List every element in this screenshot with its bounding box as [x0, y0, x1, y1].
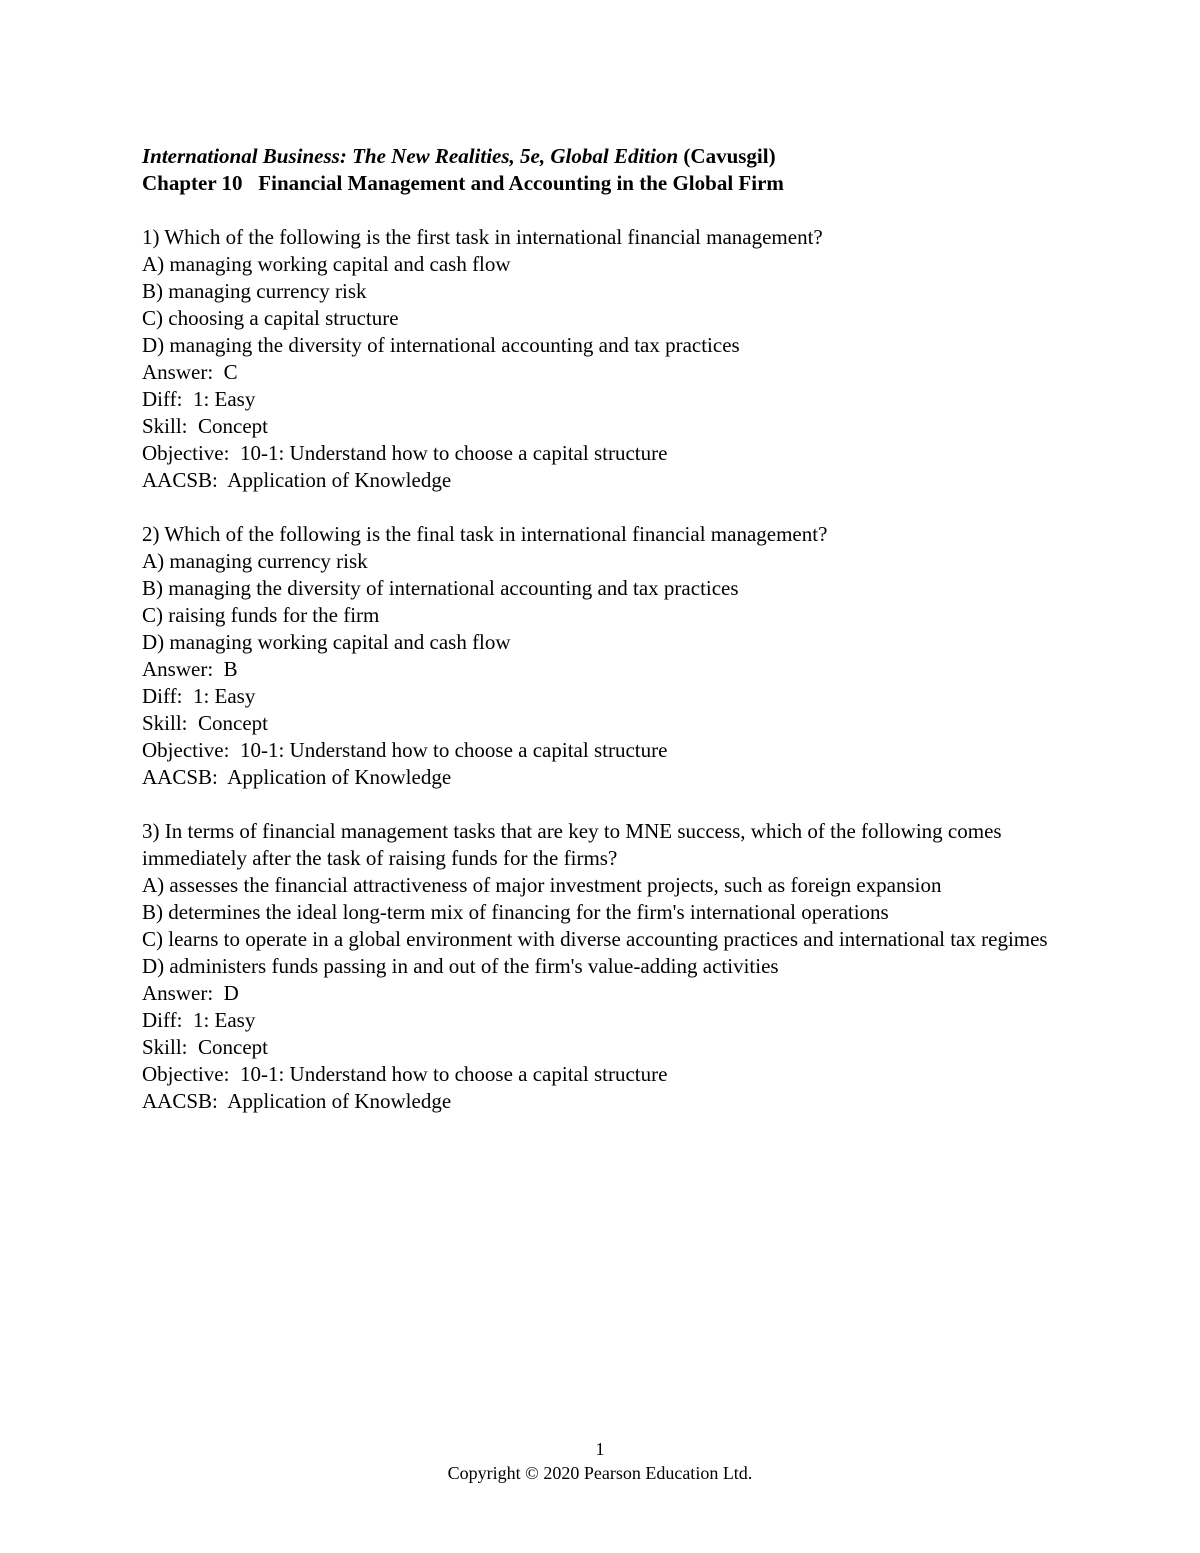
- question-aacsb: AACSB: Application of Knowledge: [142, 468, 452, 492]
- question-option-a: A) managing working capital and cash flow: [142, 252, 511, 276]
- page-content: [142, 143, 1062, 1115]
- question-skill: Skill: Concept: [142, 1035, 268, 1059]
- question-aacsb: AACSB: Application of Knowledge: [142, 1089, 452, 1113]
- question-answer: Answer: C: [142, 360, 238, 384]
- question-difficulty: Diff: 1: Easy: [142, 387, 256, 411]
- question-option-a: A) assesses the financial attractiveness of major investment projects, such as foreign expansion: [142, 873, 942, 897]
- question-option-b: B) managing currency risk: [142, 279, 367, 303]
- question-objective: Objective: 10-1: Understand how to choose a capital structure: [142, 1062, 668, 1086]
- question-objective: Objective: 10-1: Understand how to choose a capital structure: [142, 738, 668, 762]
- page-number: 1: [595, 1439, 605, 1459]
- question-option-c: C) learns to operate in a global environment with diverse accounting practices and international tax regimes: [142, 927, 1048, 951]
- question-option-d: D) administers funds passing in and out of the firm's value-adding activities: [142, 954, 779, 978]
- question-option-b: B) managing the diversity of international accounting and tax practices: [142, 576, 739, 600]
- question-option-c: C) choosing a capital structure: [142, 306, 399, 330]
- chapter-title: Chapter 10 Financial Management and Accounting in the Global Firm: [142, 171, 784, 195]
- question-option-d: D) managing the diversity of international accounting and tax practices: [142, 333, 740, 357]
- question-stem: 2) Which of the following is the final task in international financial management?: [142, 522, 828, 546]
- book-title: International Business: The New Realities, 5e, Global Edition: [142, 144, 679, 168]
- question-answer: Answer: D: [142, 981, 239, 1005]
- question-objective: Objective: 10-1: Understand how to choose a capital structure: [142, 441, 668, 465]
- question-skill: Skill: Concept: [142, 711, 268, 735]
- book-author: (Cavusgil): [678, 144, 776, 168]
- question-stem: 1) Which of the following is the first task in international financial management?: [142, 225, 823, 249]
- question-difficulty: Diff: 1: Easy: [142, 684, 256, 708]
- spacer: [142, 494, 1062, 521]
- document-title-line: [142, 143, 1062, 170]
- question-option-a: A) managing currency risk: [142, 549, 368, 573]
- question-aacsb: AACSB: Application of Knowledge: [142, 765, 452, 789]
- spacer: [142, 197, 1062, 224]
- question-skill: Skill: Concept: [142, 414, 268, 438]
- question-block-1: [142, 224, 1062, 494]
- question-stem: 3) In terms of financial management tasks that are key to MNE success, which of the following comes immediately after the task of raising funds for the firms?: [142, 819, 1007, 870]
- question-answer: Answer: B: [142, 657, 238, 681]
- question-option-d: D) managing working capital and cash flow: [142, 630, 511, 654]
- question-option-b: B) determines the ideal long-term mix of financing for the firm's international operations: [142, 900, 889, 924]
- question-difficulty: Diff: 1: Easy: [142, 1008, 256, 1032]
- question-block-2: [142, 521, 1062, 791]
- question-block-3: [142, 818, 1062, 1115]
- spacer: [142, 791, 1062, 818]
- copyright-notice: Copyright © 2020 Pearson Education Ltd.: [447, 1463, 753, 1483]
- question-option-c: C) raising funds for the firm: [142, 603, 380, 627]
